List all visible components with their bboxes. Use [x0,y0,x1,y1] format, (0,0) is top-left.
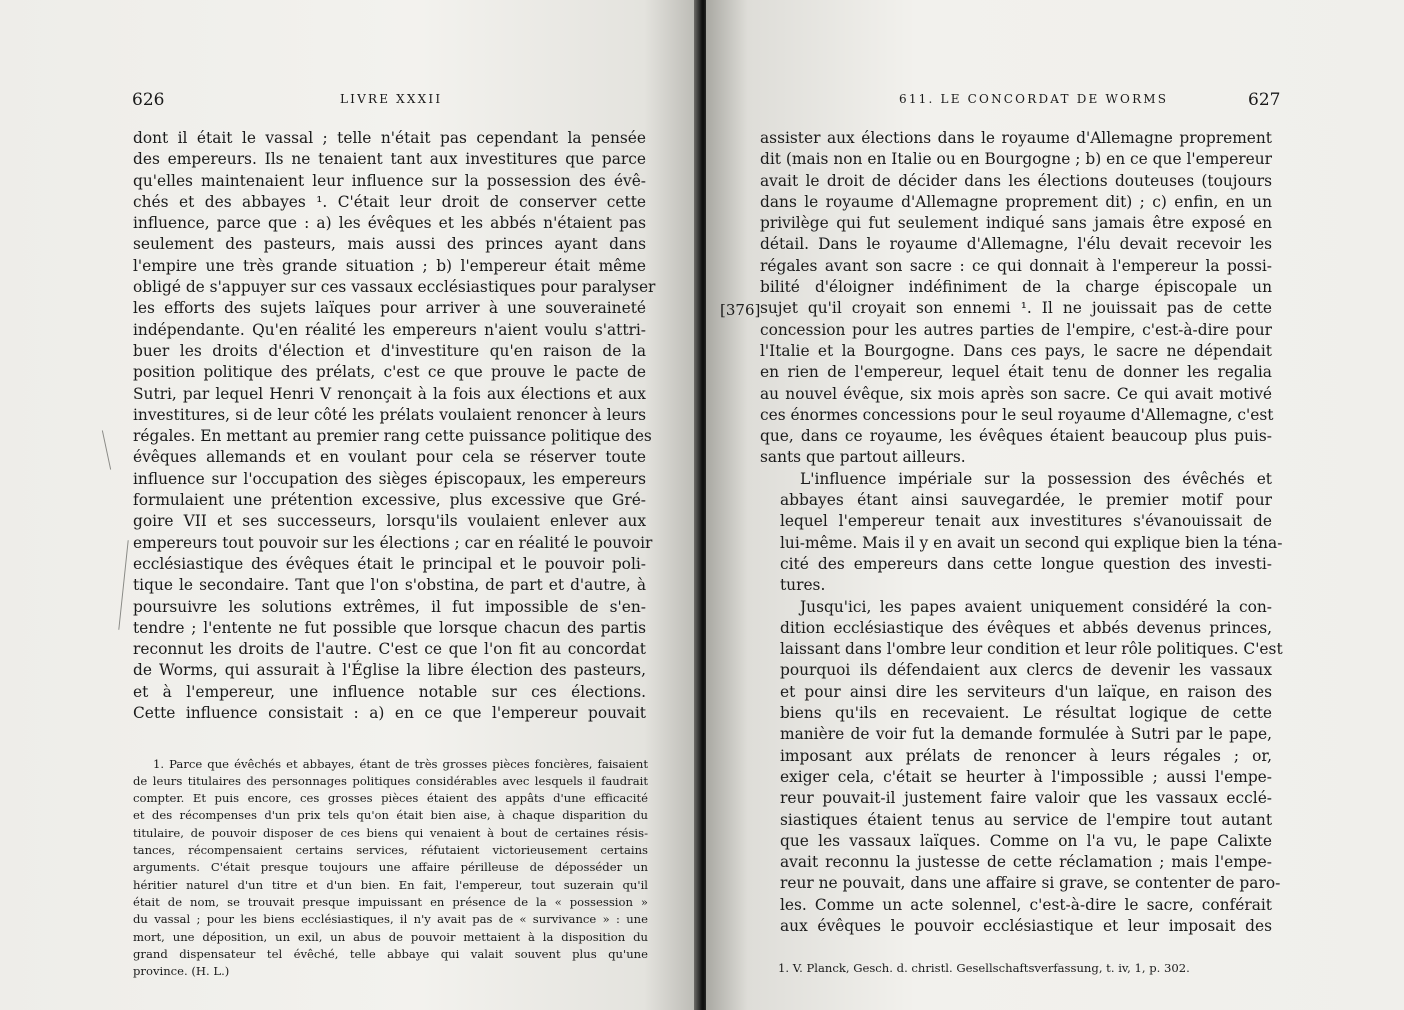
text-line: et pour ainsi dire les serviteurs d'un laïque, en raison des [780,682,1272,701]
text-line: au nouvel évêque, six mois après son sacre. Ce qui avait motivé [760,384,1272,403]
text-line: lui-même. Mais il y en avait un second qui explique bien la téna- [780,533,1283,552]
running-head-right: 611. LE CONCORDAT DE WORMS [899,92,1169,106]
page-number-left: 626 [132,90,165,110]
text-line: régales avant son sacre : ce qui donnait à l'empereur la possi- [760,256,1272,275]
text-line: 1. Parce que évêchés et abbayes, étant de très grosses pièces foncières, faisaient [153,756,648,771]
text-line: et à l'empereur, une influence notable sur ces élections. [133,682,646,701]
text-line: pourquoi ils défendaient aux clercs de devenir les vassaux [780,661,1272,680]
text-line: dition ecclésiastique des évêques et abbés devenus princes, [780,618,1272,637]
text-line: laissant dans l'ombre leur condition et leur rôle politiques. C'est [780,640,1283,659]
text-line: qu'elles maintenaient leur influence sur la possession des évê- [133,171,646,190]
text-line: aux évêques le pouvoir ecclésiastique et leur imposait des [780,916,1272,935]
text-line: sants que partout ailleurs. [760,448,966,467]
right-footnote [778,960,1268,977]
text-line: avait reconnu la justesse de cette réclamation ; mais l'empe- [780,853,1272,872]
text-line: les efforts des sujets laïques pour arriver à une souveraineté [133,299,646,318]
text-line: investitures, si de leur côté les prélats voulaient renoncer à leurs [133,405,646,424]
footnote-line: 1. V. Planck, Gesch. d. christl. Gesellschaftsverfassung, t. iv, 1, p. 302. [778,961,1190,975]
text-line: lequel l'empereur tenait aux investitures s'évanouissait de [780,512,1272,531]
text-line: dit (mais non en Italie ou en Bourgogne ; b) en ce que l'empereur [760,150,1272,169]
text-line: concession pour les autres parties de l'empire, c'est-à-dire pour [760,320,1272,339]
text-line: reur ne pouvait, dans une affaire si grave, se contenter de paro- [780,874,1281,893]
paragraph [760,469,1283,597]
text-line: de Worms, qui assurait à l'Église la libre élection des pasteurs, [133,661,646,680]
text-line: cité des empereurs dans cette longue question des investi- [780,554,1272,573]
text-line: avait le droit de décider dans les élections douteuses (toujours [760,171,1272,190]
text-line: que les vassaux laïques. Comme on l'a vu, le pape Calixte [780,831,1272,850]
footnote-paragraph [133,756,648,981]
text-line: de leurs titulaires des personnages politiques considérables avec lesquels il faudrait [133,773,648,788]
text-line: reconnut les droits de l'autre. C'est ce que l'on fit au concordat [133,640,646,659]
text-line: position politique des prélats, c'est ce que prouve le pacte de [133,363,646,382]
pencil-mark [102,430,111,469]
text-line: seulement des pasteurs, mais aussi des princes ayant dans [133,235,646,254]
text-line: biens qu'ils en recevaient. Le résultat logique de cette [780,704,1272,723]
text-line: en rien de l'empereur, lequel était tenu de donner les regalia [760,363,1272,382]
text-line: du vassal ; pour les biens ecclésiastiques, il n'y avait pas de « survivance » : une [133,912,648,927]
text-line: évêques allemands et en voulant pour cela se réserver toute [133,448,646,467]
text-line: des empereurs. Ils ne tenaient tant aux investitures que parce [133,150,646,169]
text-line: manière de voir fut la demande formulée à Sutri par le pape, [780,725,1272,744]
right-body-text [760,128,1283,937]
text-line: ecclésiastique des évêques était le principal et le pouvoir poli- [133,554,646,573]
text-line: l'Italie et la Bourgogne. Dans ces pays, le sacre ne dépendait [760,341,1272,360]
text-line: indépendante. Qu'en réalité les empereurs n'aient voulu s'attri- [133,320,646,339]
paragraph [760,597,1283,938]
text-line: tances, récompensaient certains services, réfutaient victorieusement certains [133,843,648,858]
text-line: détail. Dans le royaume d'Allemagne, l'élu devait recevoir les [760,235,1272,254]
text-line: compter. Et puis encore, ces grosses pièces étaient des appâts d'une efficacité [133,791,648,806]
text-line: chés et des abbayes ¹. C'était leur droit de conserver cette [133,192,646,211]
text-line: grand dispensateur tel évêché, telle abbaye qui valait souvent plus qu'une [133,946,648,961]
text-line: exiger cela, c'était se heurter à l'impossible ; aussi l'empe- [780,767,1272,786]
text-line: était de nom, se trouvait presque impuissant en présence de la « possession » [133,894,648,909]
text-line: mort, une déposition, un exil, un abus de pouvoir mettaient à la disposition du [133,929,648,944]
text-line: et des récompenses d'un prix tels qu'on était bien aise, à chaque disparition du [133,808,648,823]
text-line: goire VII et ses successeurs, lorsqu'ils voulaient enlever aux [133,512,646,531]
text-line: influence, parce que : a) les évêques et les abbés n'étaient pas [133,214,646,233]
text-line: tique le secondaire. Tant que l'on s'obstina, de part et d'autre, à [133,576,646,595]
pencil-mark [118,540,128,630]
text-line: influence sur l'occupation des sièges épiscopaux, les empereurs [133,469,646,488]
text-line: sujet qu'il croyait son ennemi ¹. Il ne jouissait pas de cette [760,299,1272,318]
paragraph [133,128,656,724]
paragraph [760,128,1272,469]
text-line: héritier naturel d'un titre et d'un bien. En fait, l'empereur, tout suzerain qu'il [133,877,648,892]
text-line: assister aux élections dans le royaume d'Allemagne proprement [760,129,1272,147]
text-line: que, dans ce royaume, les évêques étaient beaucoup plus puis- [760,427,1272,446]
text-line: reur pouvait-il justement faire valoir que les vassaux ecclé- [780,789,1272,808]
text-line: Sutri, par lequel Henri V renonçait à la fois aux élections et aux [133,384,646,403]
text-line: Cette influence consistait : a) en ce que l'empereur pouvait [133,704,646,723]
text-line: siastiques étaient tenus au service de l'empire tout autant [780,810,1272,829]
text-line: ces énormes concessions pour le seul royaume d'Allemagne, c'est [760,405,1274,424]
text-line: abbayes étant ainsi sauvegardée, le premier motif pour [780,491,1272,510]
text-line: buer les droits d'élection et d'investiture qu'en raison de la [133,341,646,360]
text-line: régales. En mettant au premier rang cette puissance politique des [133,427,652,446]
text-line: poursuivre les solutions extrêmes, il fut impossible de s'en- [133,597,646,616]
text-line: empereurs tout pouvoir sur les élections ; car en réalité le pouvoir [133,533,653,552]
text-line: tures. [780,576,826,595]
text-line: titulaire, de pouvoir disposer de ces biens qui venaient à bout de certaines résis- [133,825,648,840]
margin-reference: [376] [720,301,761,319]
text-line: dont il était le vassal ; telle n'était pas cependant la pensée [133,129,646,147]
text-line: bilité d'éloigner indéfiniment de la charge épiscopale un [760,278,1272,297]
running-head-left: LIVRE XXXII [340,92,443,106]
left-page [0,0,700,1010]
text-line: imposant aux prélats de renoncer à leurs régales ; or, [780,746,1272,765]
text-line: Jusqu'ici, les papes avaient uniquement considéré la con- [800,597,1272,616]
page-number-right: 627 [1248,90,1281,110]
text-line: tendre ; l'entente ne fut possible que lorsque chacun des partis [133,618,646,637]
text-line: dans le royaume d'Allemagne proprement dit) ; c) enfin, en un [760,192,1272,211]
text-line: arguments. C'était presque toujours une affaire périlleuse de déposséder un [133,860,648,875]
text-line: formulaient une prétention excessive, plus excessive que Gré- [133,491,646,510]
text-line: L'influence impériale sur la possession des évêchés et [800,469,1272,488]
left-body-text [133,128,656,724]
text-line: les. Comme un acte solennel, c'est-à-dire le sacre, conférait [780,895,1272,914]
text-line: obligé de s'appuyer sur ces vassaux ecclésiastiques pour paralyser [133,278,656,297]
text-line: privilège qui fut seulement indiqué sans jamais être exposé en [760,214,1272,233]
text-line: l'empire une très grande situation ; b) l'empereur était même [133,256,646,275]
left-footnote [133,744,648,992]
text-line: province. (H. L.) [133,964,230,979]
right-page [706,0,1404,1010]
